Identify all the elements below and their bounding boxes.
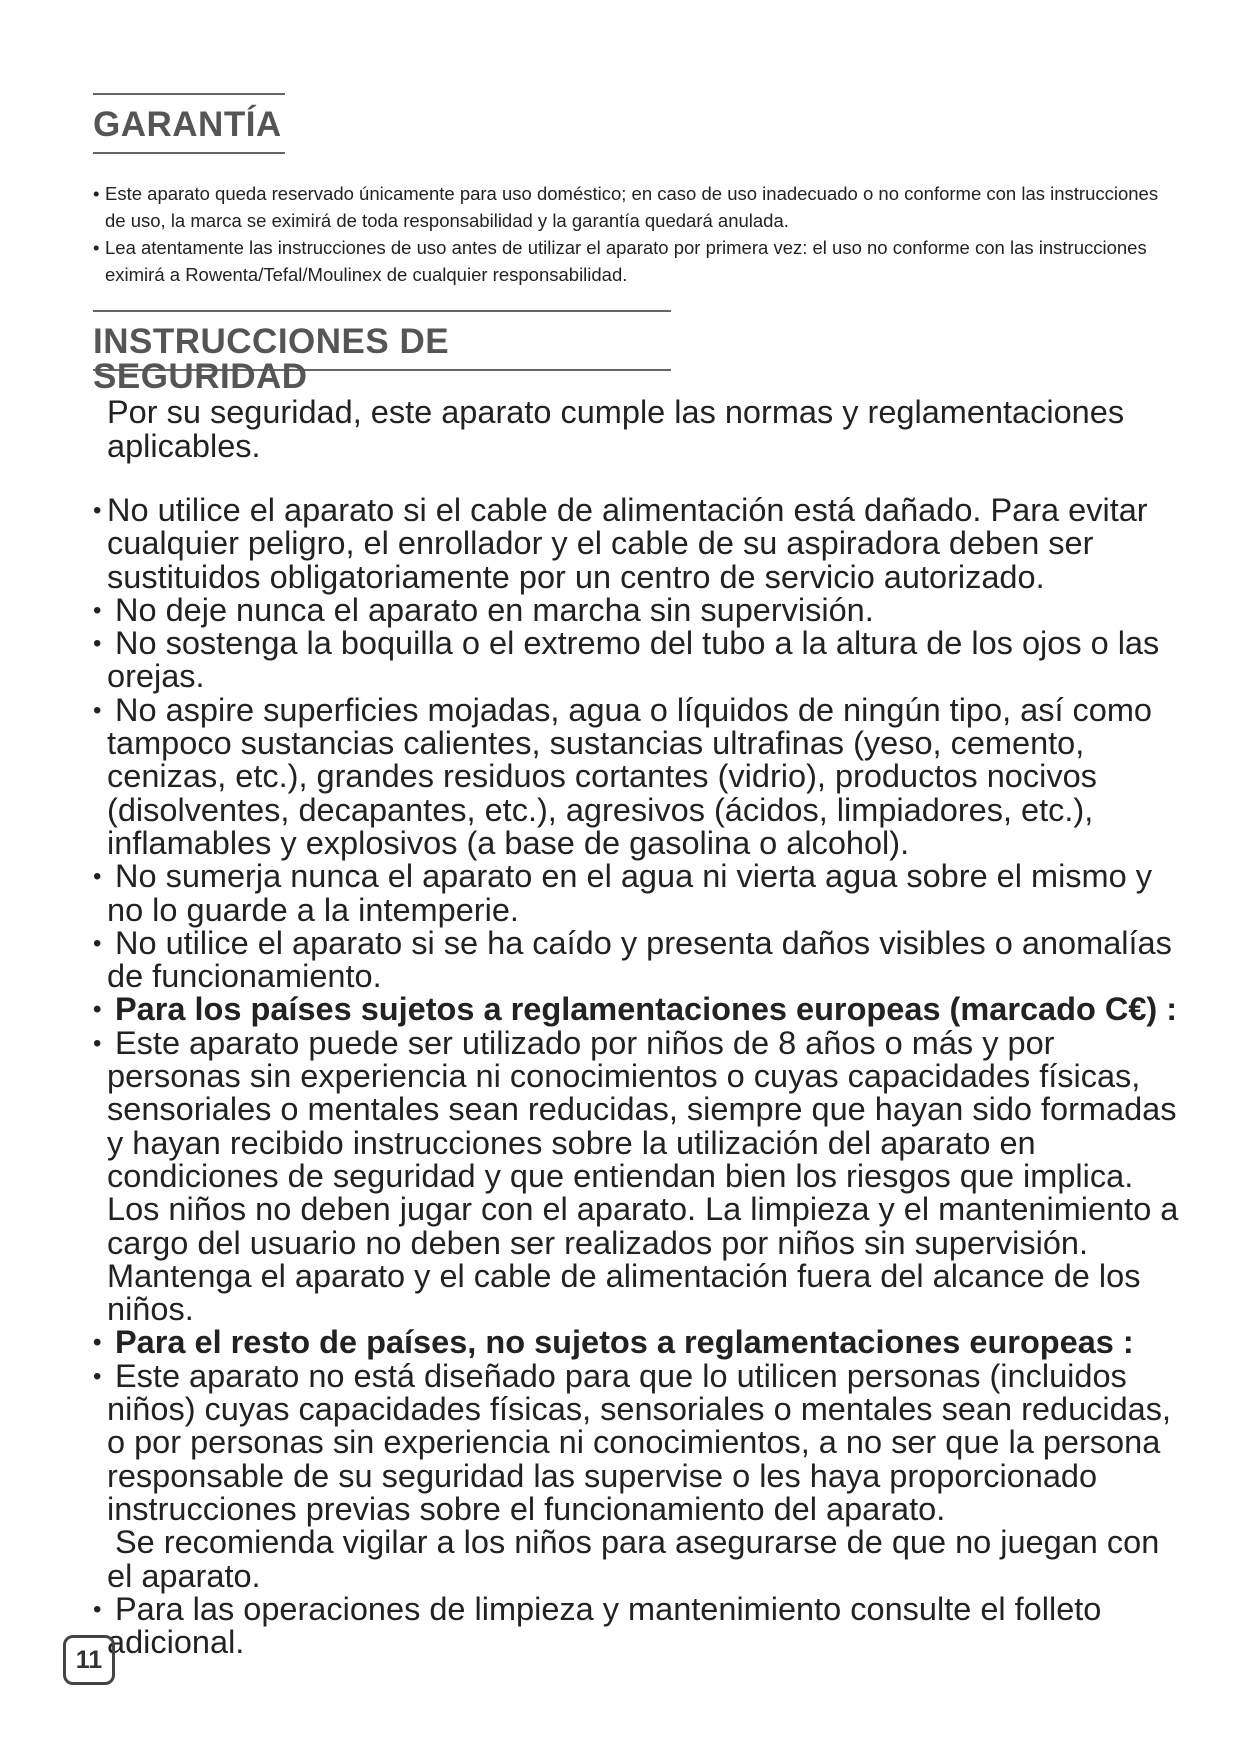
- eu-regulation-heading: • Para los países sujetos a reglamentaciones europeas (marcado C€) :: [93, 993, 1183, 1026]
- list-item: • No utilice el aparato si se ha caído y presenta daños visibles o anomalías de funcionamiento.: [93, 927, 1183, 994]
- page-number: 11: [63, 1635, 115, 1685]
- list-item: • No utilice el aparato si el cable de alimentación está dañado. Para evitar cualquier peligro, el enrollador y el cable de su aspiradora deben ser sustituidos obligatoriamente por un centro de servicio autorizado.: [93, 494, 1183, 594]
- safety-intro: Por su seguridad, este aparato cumple las normas y reglamentaciones aplicables.: [107, 394, 1125, 464]
- safety-list: [93, 494, 1183, 1659]
- warranty-list: [93, 180, 1173, 288]
- list-item: • Este aparato no está diseñado para que lo utilicen personas (incluidos niños) cuyas capacidades físicas, sensoriales o mentales sean reducidas, o por personas sin experiencia ni conocimientos, a no ser que la persona responsable de su seguridad las supervise o les haya proporcionado instrucciones previas sobre el funcionamiento del aparato.: [93, 1360, 1183, 1526]
- list-item: • No aspire superficies mojadas, agua o líquidos de ningún tipo, así como tampoco sustancias calientes, sustancias ultrafinas (yeso, cemento, cenizas, etc.), grandes residuos cortantes (vidrio), productos nocivos (disolventes, decapantes, etc.), agresivos (ácidos, limpiadores, etc.), inflamables y explosivos (a base de gasolina o alcohol).: [93, 694, 1183, 860]
- list-item: • No sumerja nunca el aparato en el agua ni vierta agua sobre el mismo y no lo guarde a la intemperie.: [93, 860, 1183, 927]
- non-eu-regulation-heading: • Para el resto de países, no sujetos a reglamentaciones europeas :: [93, 1326, 1183, 1359]
- list-item: • Este aparato queda reservado únicamente para uso doméstico; en caso de uso inadecuado o no conforme con las instrucciones de uso, la marca se eximirá de toda responsabilidad y la garantía quedará anulada.: [93, 180, 1173, 234]
- list-item: • No sostenga la boquilla o el extremo del tubo a la altura de los ojos o las orejas.: [93, 627, 1183, 694]
- list-item: • Este aparato puede ser utilizado por niños de 8 años o más y por personas sin experiencia ni conocimientos o cuyas capacidades físicas, sensoriales o mentales sean reducidas, siempre que hayan sido formadas y hayan recibido instrucciones sobre la utilización del aparato en condiciones de seguridad y que entiendan bien los riesgos que implica. Los niños no deben jugar con el aparato. La limpieza y el mantenimiento a cargo del usuario no deben ser realizados por niños sin supervisión. Mantenga el aparato y el cable de alimentación fuera del alcance de los niños.: [93, 1027, 1183, 1327]
- warranty-heading: GARANTÍA: [93, 105, 282, 144]
- list-item: • Lea atentamente las instrucciones de uso antes de utilizar el aparato por primera vez: el uso no conforme con las instrucciones eximirá a Rowenta/Tefal/Moulinex de cualquier responsabilidad.: [93, 234, 1173, 288]
- list-item: Se recomienda vigilar a los niños para asegurarse de que no juegan con el aparato.: [107, 1524, 1160, 1594]
- warranty-heading-box: [93, 93, 285, 154]
- list-item: • No deje nunca el aparato en marcha sin supervisión.: [93, 594, 1183, 627]
- list-item: • Para las operaciones de limpieza y mantenimiento consulte el folleto adicional.: [93, 1593, 1183, 1660]
- safety-heading: INSTRUCCIONES DE SEGURIDAD: [93, 322, 450, 396]
- safety-heading-box: [93, 310, 671, 396]
